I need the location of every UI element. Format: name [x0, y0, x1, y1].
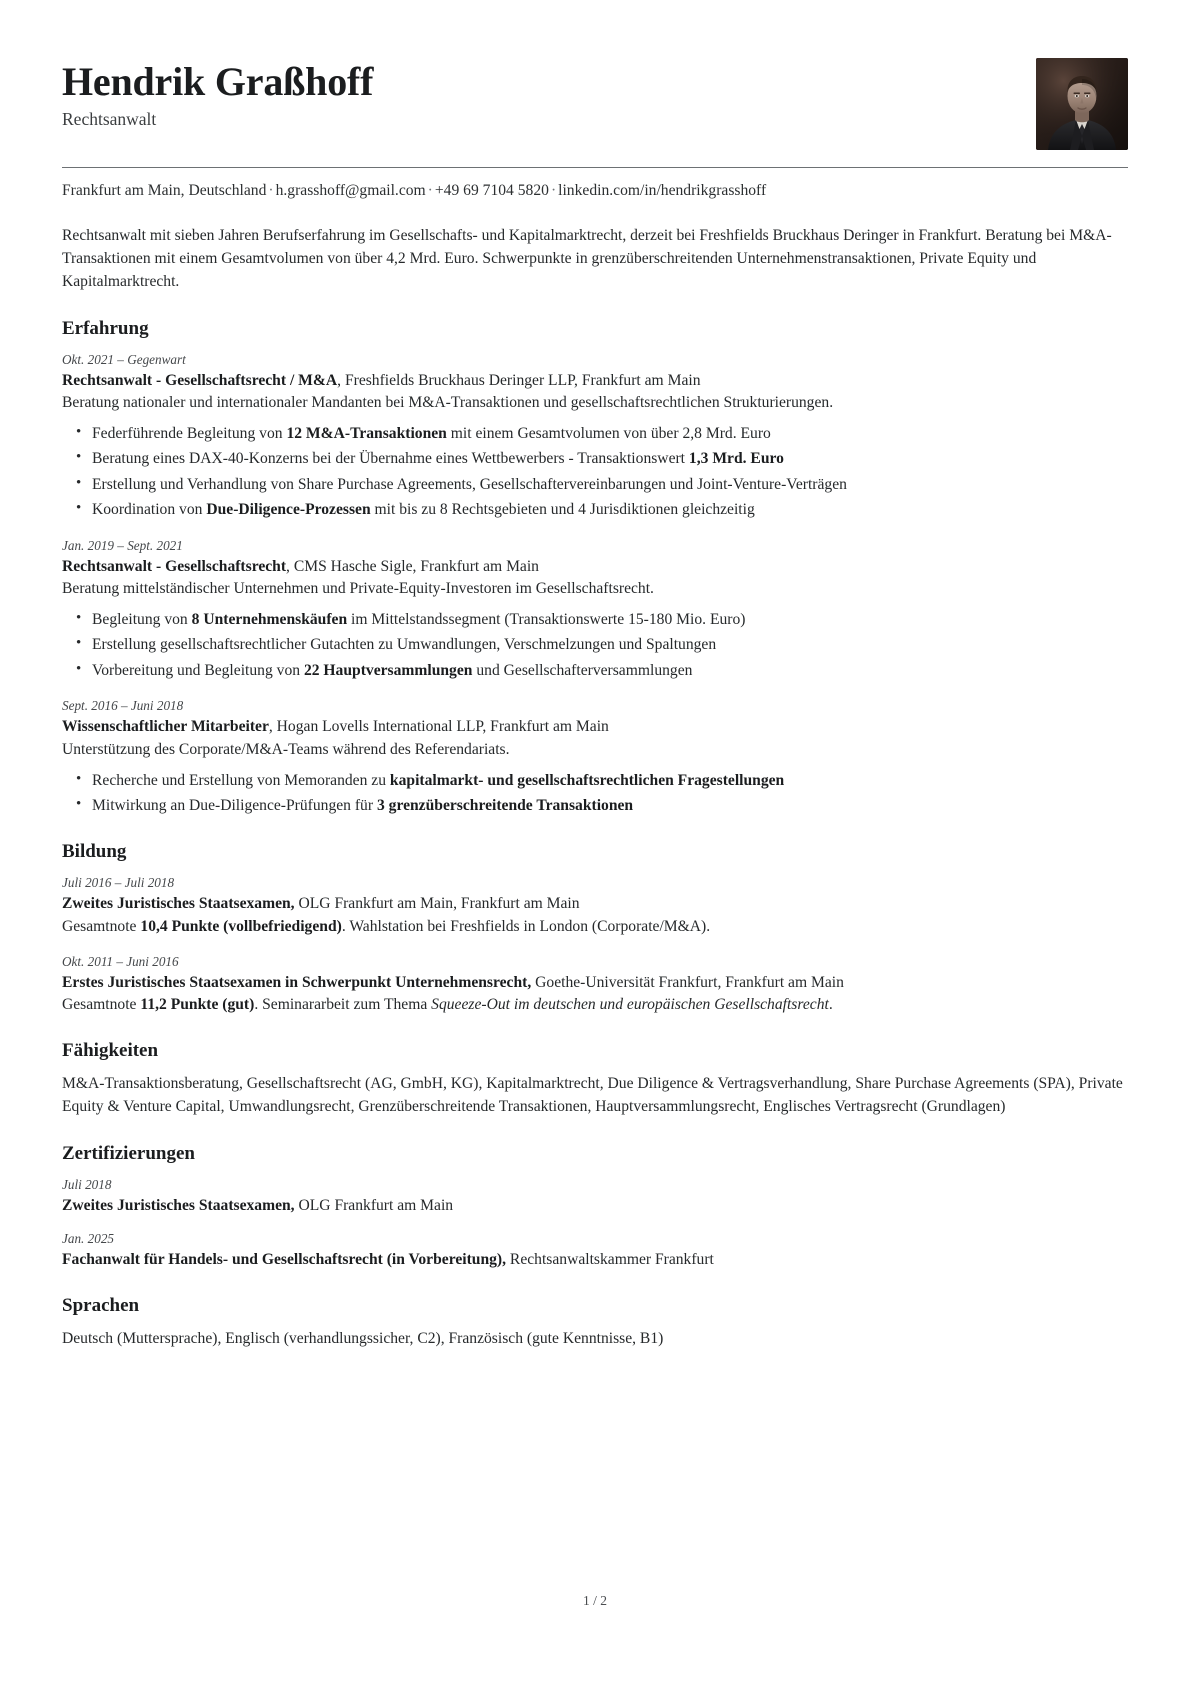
header-text-block [62, 58, 373, 130]
entry-date: Jan. 2025 [62, 1231, 115, 1247]
detail-highlight: 10,4 Punkte (vollbefriedigend) [140, 917, 342, 935]
avatar [1036, 58, 1128, 150]
section-education [62, 841, 1128, 1016]
header-divider [62, 167, 1128, 168]
entry-heading [62, 972, 1128, 994]
entry-heading [62, 716, 1128, 738]
entry-description: Unterstützung des Corporate/M&A-Teams während des Referendariats. [62, 740, 510, 758]
list-item [76, 447, 1128, 470]
education-entry [62, 874, 1128, 937]
skills-text: M&A-Transaktionsberatung, Gesellschaftsrecht (AG, GmbH, KG), Kapitalmarktrecht, Due Diligence & Vertragsverhandlung, Share Purchase Agreements (SPA), Private Equity & Venture Capital, Umwandlungsrecht, Grenzüberschreitende Transaktionen, Hauptversammlungsrecht, Englisches Vertragsrecht (Grundlagen) [62, 1075, 1123, 1115]
certification-name: Zweites Juristisches Staatsexamen, [62, 1196, 295, 1214]
section-languages [62, 1295, 1128, 1351]
detail-end: . [828, 996, 833, 1014]
section-certifications [62, 1143, 1128, 1271]
section-title-certifications: Zertifizierungen [62, 1142, 195, 1164]
institution-name: OLG Frankfurt am Main, Frankfurt am Main [294, 895, 580, 913]
page-number-footer: 1 / 2 [582, 1593, 607, 1608]
list-item [76, 769, 1128, 792]
list-item [76, 633, 1128, 656]
certification-entry [62, 1176, 1128, 1217]
bullet-text: Beratung eines DAX-40-Konzerns bei der Übernahme eines Wettbewerbers - Transaktionswert [92, 450, 689, 468]
languages-text: Deutsch (Muttersprache), Englisch (verhandlungssicher, C2), Französisch (gute Kenntnisse, B1) [62, 1330, 664, 1348]
bullet-highlight: kapitalmarkt- und gesellschaftsrechtlichen Fragestellungen [389, 771, 785, 789]
entry-date: Jan. 2019 – Sept. 2021 [62, 537, 183, 553]
bullet-highlight: 8 Unternehmenskäufen [191, 611, 348, 629]
entry-detail [62, 916, 1128, 938]
section-skills [62, 1040, 1128, 1119]
contact-linkedin[interactable]: linkedin.com/in/hendrikgrasshoff [558, 182, 767, 199]
portrait-photo-icon [1036, 58, 1128, 150]
bullet-text-tail: mit bis zu 8 Rechtsgebieten und 4 Jurisdiktionen gleichzeitig [370, 501, 755, 519]
entry-heading [62, 370, 1128, 392]
contact-separator: · [427, 182, 433, 199]
bullet-text: Koordination von [92, 501, 207, 519]
bullet-highlight: 3 grenzüberschreitende Transaktionen [376, 797, 634, 815]
contact-location: Frankfurt am Main, Deutschland [62, 182, 267, 199]
entry-date: Juli 2016 – Juli 2018 [62, 875, 175, 891]
list-item [76, 473, 1128, 496]
bullet-text: Federführende Begleitung von [92, 425, 287, 443]
list-item [76, 659, 1128, 682]
bullet-text: Erstellung und Verhandlung von Share Purchase Agreements, Gesellschaftervereinbarungen und Joint-Venture-Verträgen [92, 475, 847, 493]
contact-email[interactable]: h.grasshoff@gmail.com [275, 182, 426, 199]
contact-separator: · [268, 182, 274, 199]
entry-description: Beratung mittelständischer Unternehmen und Private-Equity-Investoren im Gesellschaftsrecht. [62, 579, 654, 597]
degree-name: Erstes Juristisches Staatsexamen in Schwerpunkt Unternehmensrecht, [62, 973, 532, 991]
entry-heading [62, 556, 1128, 578]
degree-name: Zweites Juristisches Staatsexamen, [62, 895, 295, 913]
entry-bullet-list [62, 769, 1128, 818]
bullet-text: Recherche und Erstellung von Memoranden zu [92, 771, 390, 789]
bullet-text: Erstellung gesellschaftsrechtlicher Gutachten zu Umwandlungen, Verschmelzungen und Spaltungen [92, 636, 717, 654]
list-item [76, 608, 1128, 631]
detail-text-tail: . Wahlstation bei Freshfields in London (Corporate/M&A). [341, 917, 711, 935]
bullet-highlight: 1,3 Mrd. Euro [688, 450, 784, 468]
bullet-highlight: 12 M&A-Transaktionen [286, 425, 447, 443]
section-experience [62, 318, 1128, 818]
experience-entry [62, 537, 1128, 683]
entry-employer: , Hogan Lovells International LLP, Frankfurt am Main [268, 718, 609, 736]
bullet-text: Begleitung von [92, 611, 192, 629]
detail-text: Gesamtnote [62, 917, 141, 935]
entry-employer: , Freshfields Bruckhaus Deringer LLP, Frankfurt am Main [337, 371, 701, 389]
contact-line [62, 180, 1128, 201]
entry-bullet-list [62, 422, 1128, 522]
bullet-highlight: 22 Hauptversammlungen [303, 661, 473, 679]
bullet-text-tail: und Gesellschafterversammlungen [472, 661, 693, 679]
detail-text: Gesamtnote [62, 996, 141, 1014]
certification-name: Fachanwalt für Handels- und Gesellschaftsrecht (in Vorbereitung), [62, 1251, 507, 1269]
entry-position: Wissenschaftlicher Mitarbeiter [62, 718, 269, 736]
bullet-text: Vorbereitung und Begleitung von [92, 661, 304, 679]
experience-entry [62, 351, 1128, 522]
experience-entry [62, 697, 1128, 817]
section-title-skills: Fähigkeiten [62, 1040, 159, 1062]
detail-italic: Squeeze-Out im deutschen und europäischen Gesellschaftsrecht [431, 996, 829, 1014]
section-title-education: Bildung [62, 841, 127, 863]
detail-highlight: 11,2 Punkte (gut) [140, 996, 255, 1014]
entry-date: Okt. 2011 – Juni 2016 [62, 953, 179, 969]
bullet-highlight: Due-Diligence-Prozessen [206, 501, 371, 519]
list-item [76, 422, 1128, 445]
job-title-subheading: Rechtsanwalt [62, 109, 157, 130]
list-item [76, 794, 1128, 817]
contact-phone[interactable]: +49 69 7104 5820 [434, 182, 549, 199]
entry-position: Rechtsanwalt - Gesellschaftsrecht [62, 557, 287, 575]
entry-bullet-list [62, 608, 1128, 682]
entry-heading [62, 1249, 1128, 1271]
entry-heading [62, 893, 1128, 915]
certification-entry [62, 1230, 1128, 1271]
bullet-text-tail: mit einem Gesamtvolumen von über 2,8 Mrd. Euro [446, 425, 771, 443]
resume-header [62, 58, 1128, 150]
entry-detail [62, 994, 1128, 1016]
entry-date: Juli 2018 [62, 1176, 112, 1192]
certification-issuer: Rechtsanwaltskammer Frankfurt [506, 1251, 714, 1269]
entry-date: Okt. 2021 – Gegenwart [62, 351, 186, 367]
professional-summary: Rechtsanwalt mit sieben Jahren Berufserfahrung im Gesellschafts- und Kapitalmarktrecht, derzeit bei Freshfields Bruckhaus Deringer in Frankfurt. Beratung bei M&A-Transaktionen mit einem Gesamtvolumen von über 4,2 Mrd. Euro. Schwerpunkte in grenzüberschreitenden Unternehmenstransaktionen, Private Equity und Kapitalmarktrecht. [62, 227, 1112, 290]
education-entry [62, 953, 1128, 1016]
page-title: Hendrik Graßhoff [62, 59, 374, 104]
entry-position: Rechtsanwalt - Gesellschaftsrecht / M&A [62, 371, 338, 389]
entry-employer: , CMS Hasche Sigle, Frankfurt am Main [286, 557, 539, 575]
entry-heading [62, 1195, 1128, 1217]
institution-name: Goethe-Universität Frankfurt, Frankfurt am Main [531, 973, 844, 991]
certification-issuer: OLG Frankfurt am Main [294, 1196, 454, 1214]
contact-separator: · [550, 182, 557, 199]
section-title-languages: Sprachen [62, 1295, 140, 1317]
section-title-experience: Erfahrung [62, 317, 149, 339]
detail-text-tail: . Seminararbeit zum Thema [254, 996, 432, 1014]
bullet-text-tail: im Mittelstandssegment (Transaktionswerte 15-180 Mio. Euro) [347, 611, 746, 629]
bullet-text: Mitwirkung an Due-Diligence-Prüfungen für [92, 797, 377, 815]
entry-description: Beratung nationaler und internationaler Mandanten bei M&A-Transaktionen und gesellschaftsrechtlichen Strukturierungen. [62, 393, 834, 411]
list-item [76, 498, 1128, 521]
entry-date: Sept. 2016 – Juni 2018 [62, 698, 184, 714]
